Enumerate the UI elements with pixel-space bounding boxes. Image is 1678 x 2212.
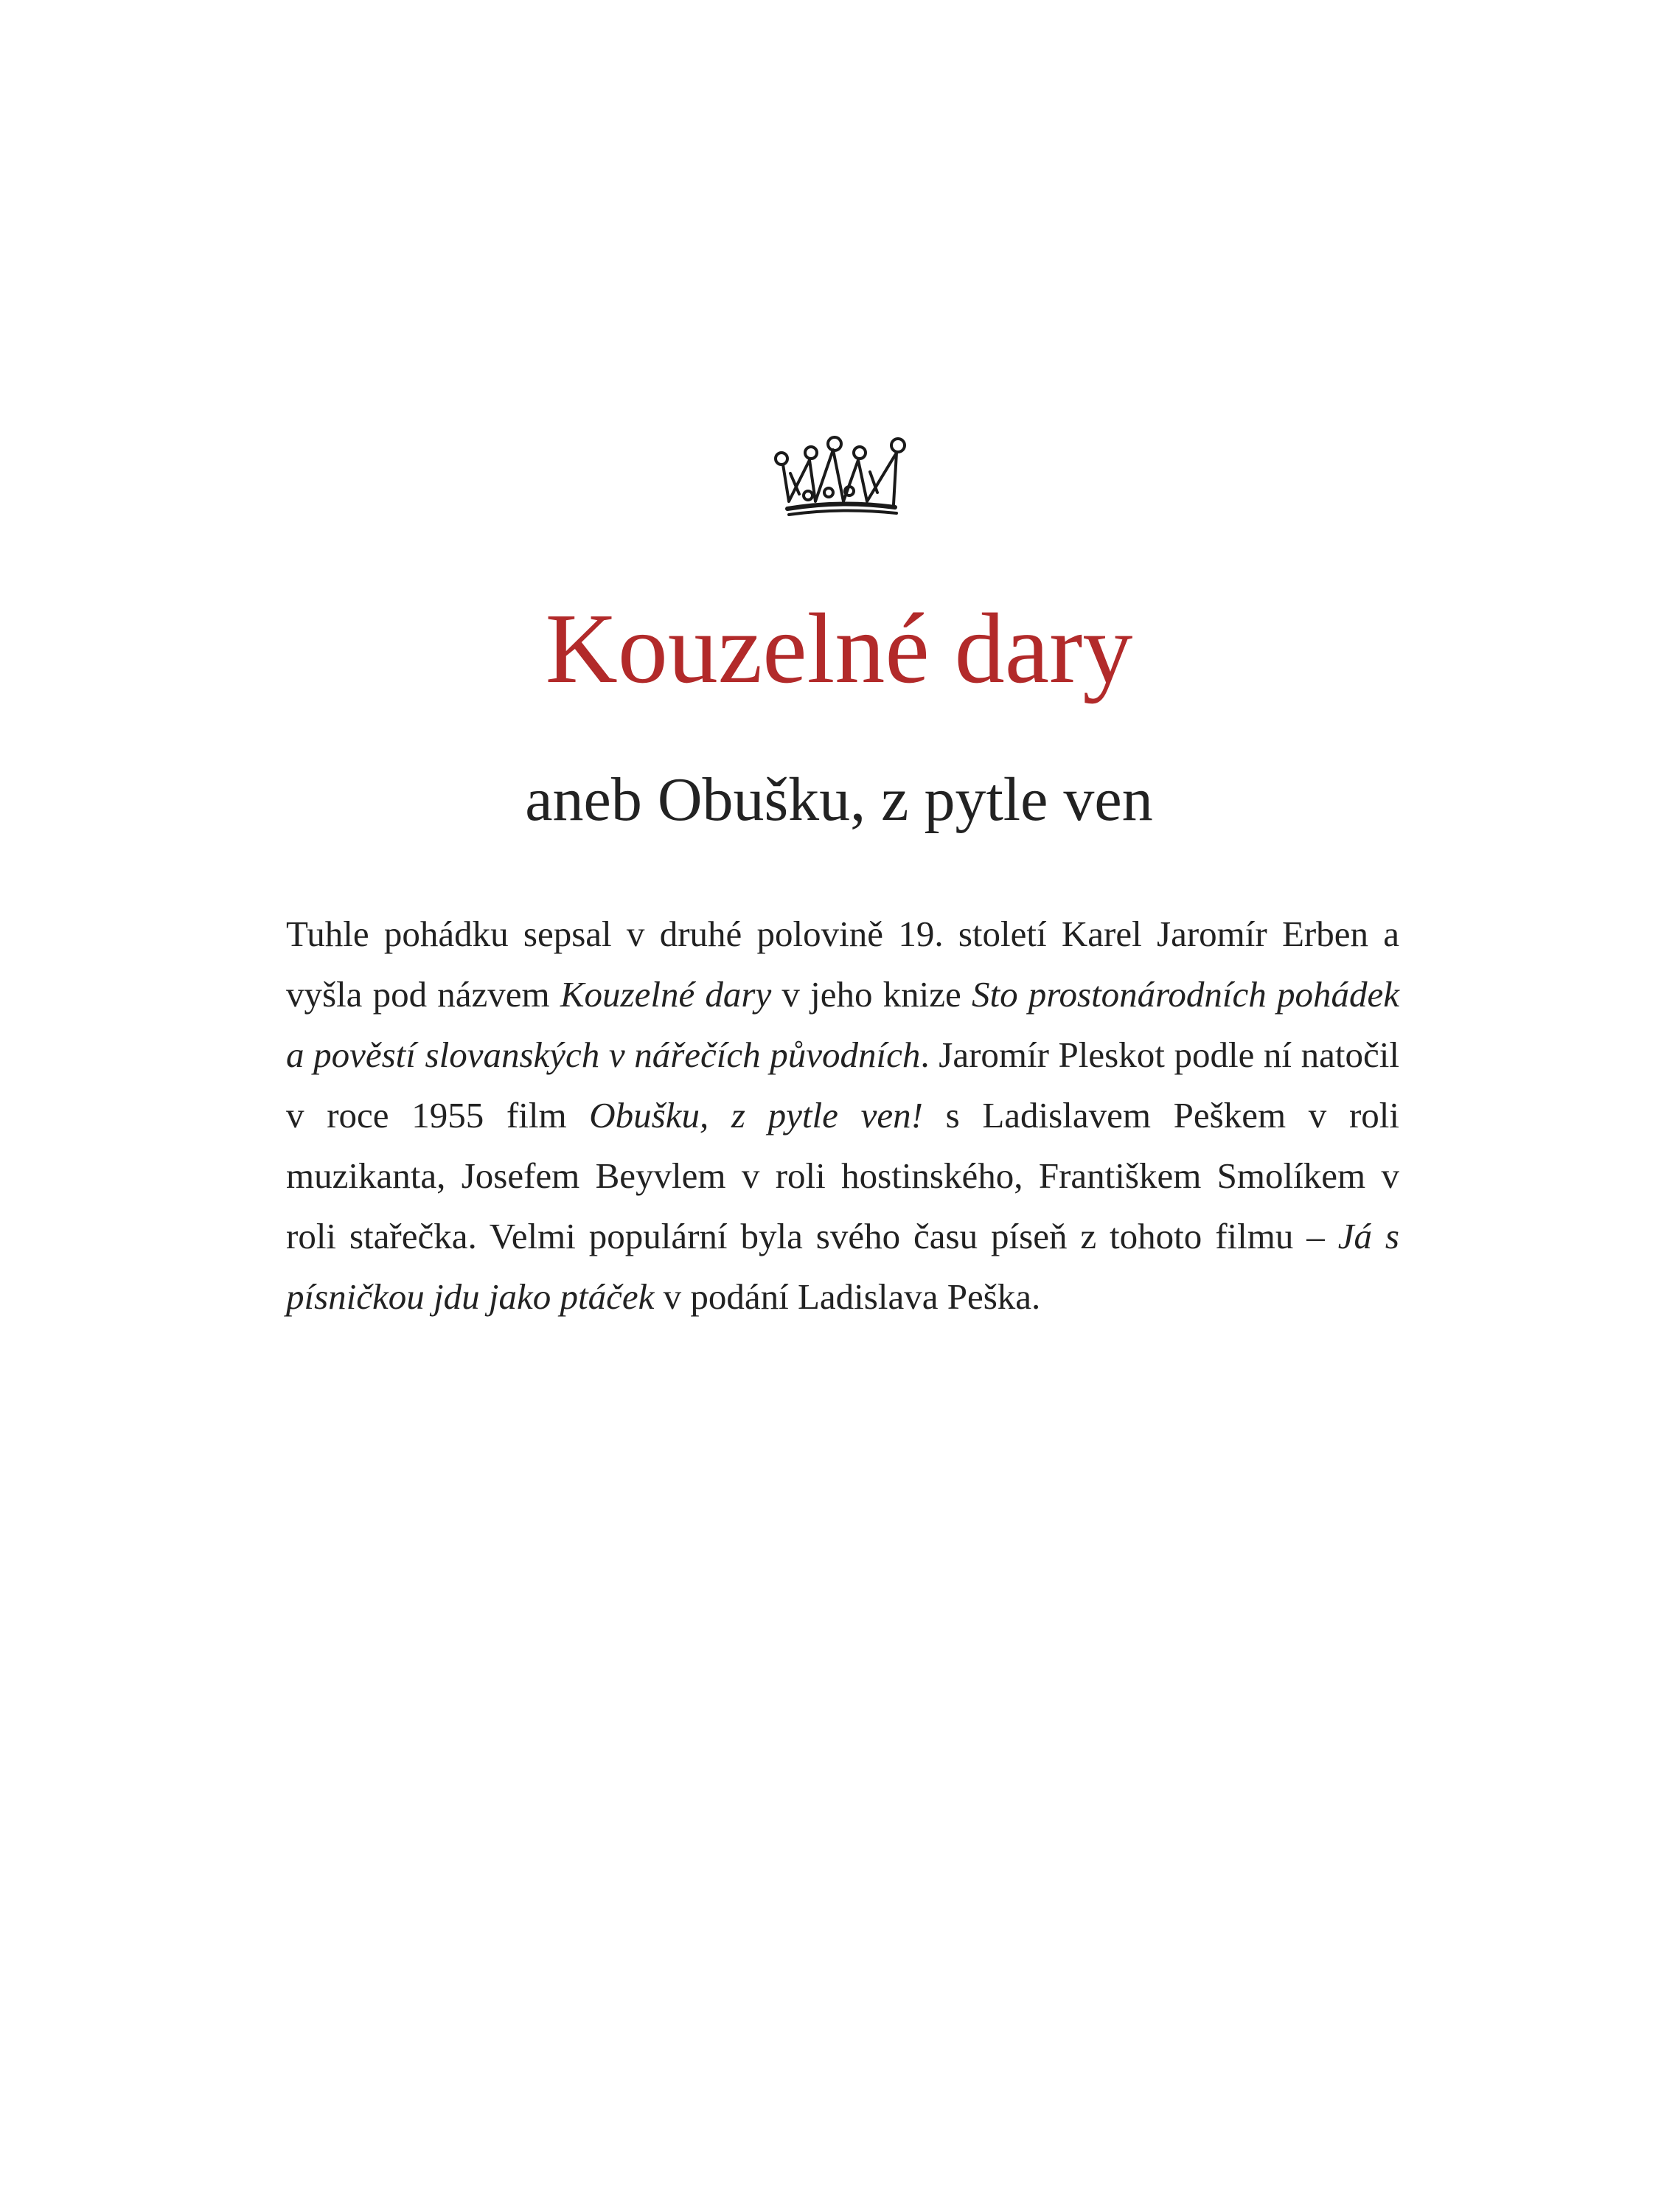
paragraph-italic-3: Obušku, z pytle ven!: [589, 1095, 923, 1135]
paragraph-text-2: v jeho knize: [771, 974, 972, 1015]
paragraph-text-4: s Ladislavem Peškem v roli muzikanta, Josefem Beyvlem v roli hostinského, Františkem Smolíkem v roli stařečka. Velmi populární byla svého času píseň z tohoto filmu –: [286, 1095, 1399, 1256]
paragraph-text-3: . Jaromír Pleskot podle ní natočil v roce 1955 film: [286, 1034, 1399, 1135]
paragraph-italic-1: Kouzelné dary: [560, 974, 772, 1015]
paragraph-italic-4: Já s písničkou jdu jako ptáček: [286, 1216, 1399, 1317]
intro-paragraph: [286, 904, 1399, 1327]
page-subtitle: aneb Obušku, z pytle ven: [525, 765, 1153, 834]
page-title: Kouzelné dary: [545, 594, 1133, 704]
paragraph-text-5: v podání Ladislava Peška.: [654, 1276, 1041, 1317]
crown-icon: [767, 428, 914, 531]
paragraph-text-1: Tuhle pohádku sepsal v druhé polovině 19. století Karel Jaromír Erben a vyšla pod názvem: [286, 914, 1399, 1015]
paragraph-italic-2: Sto prostonárodních pohádek a pověstí slovanských v nářečích původních: [286, 974, 1399, 1075]
